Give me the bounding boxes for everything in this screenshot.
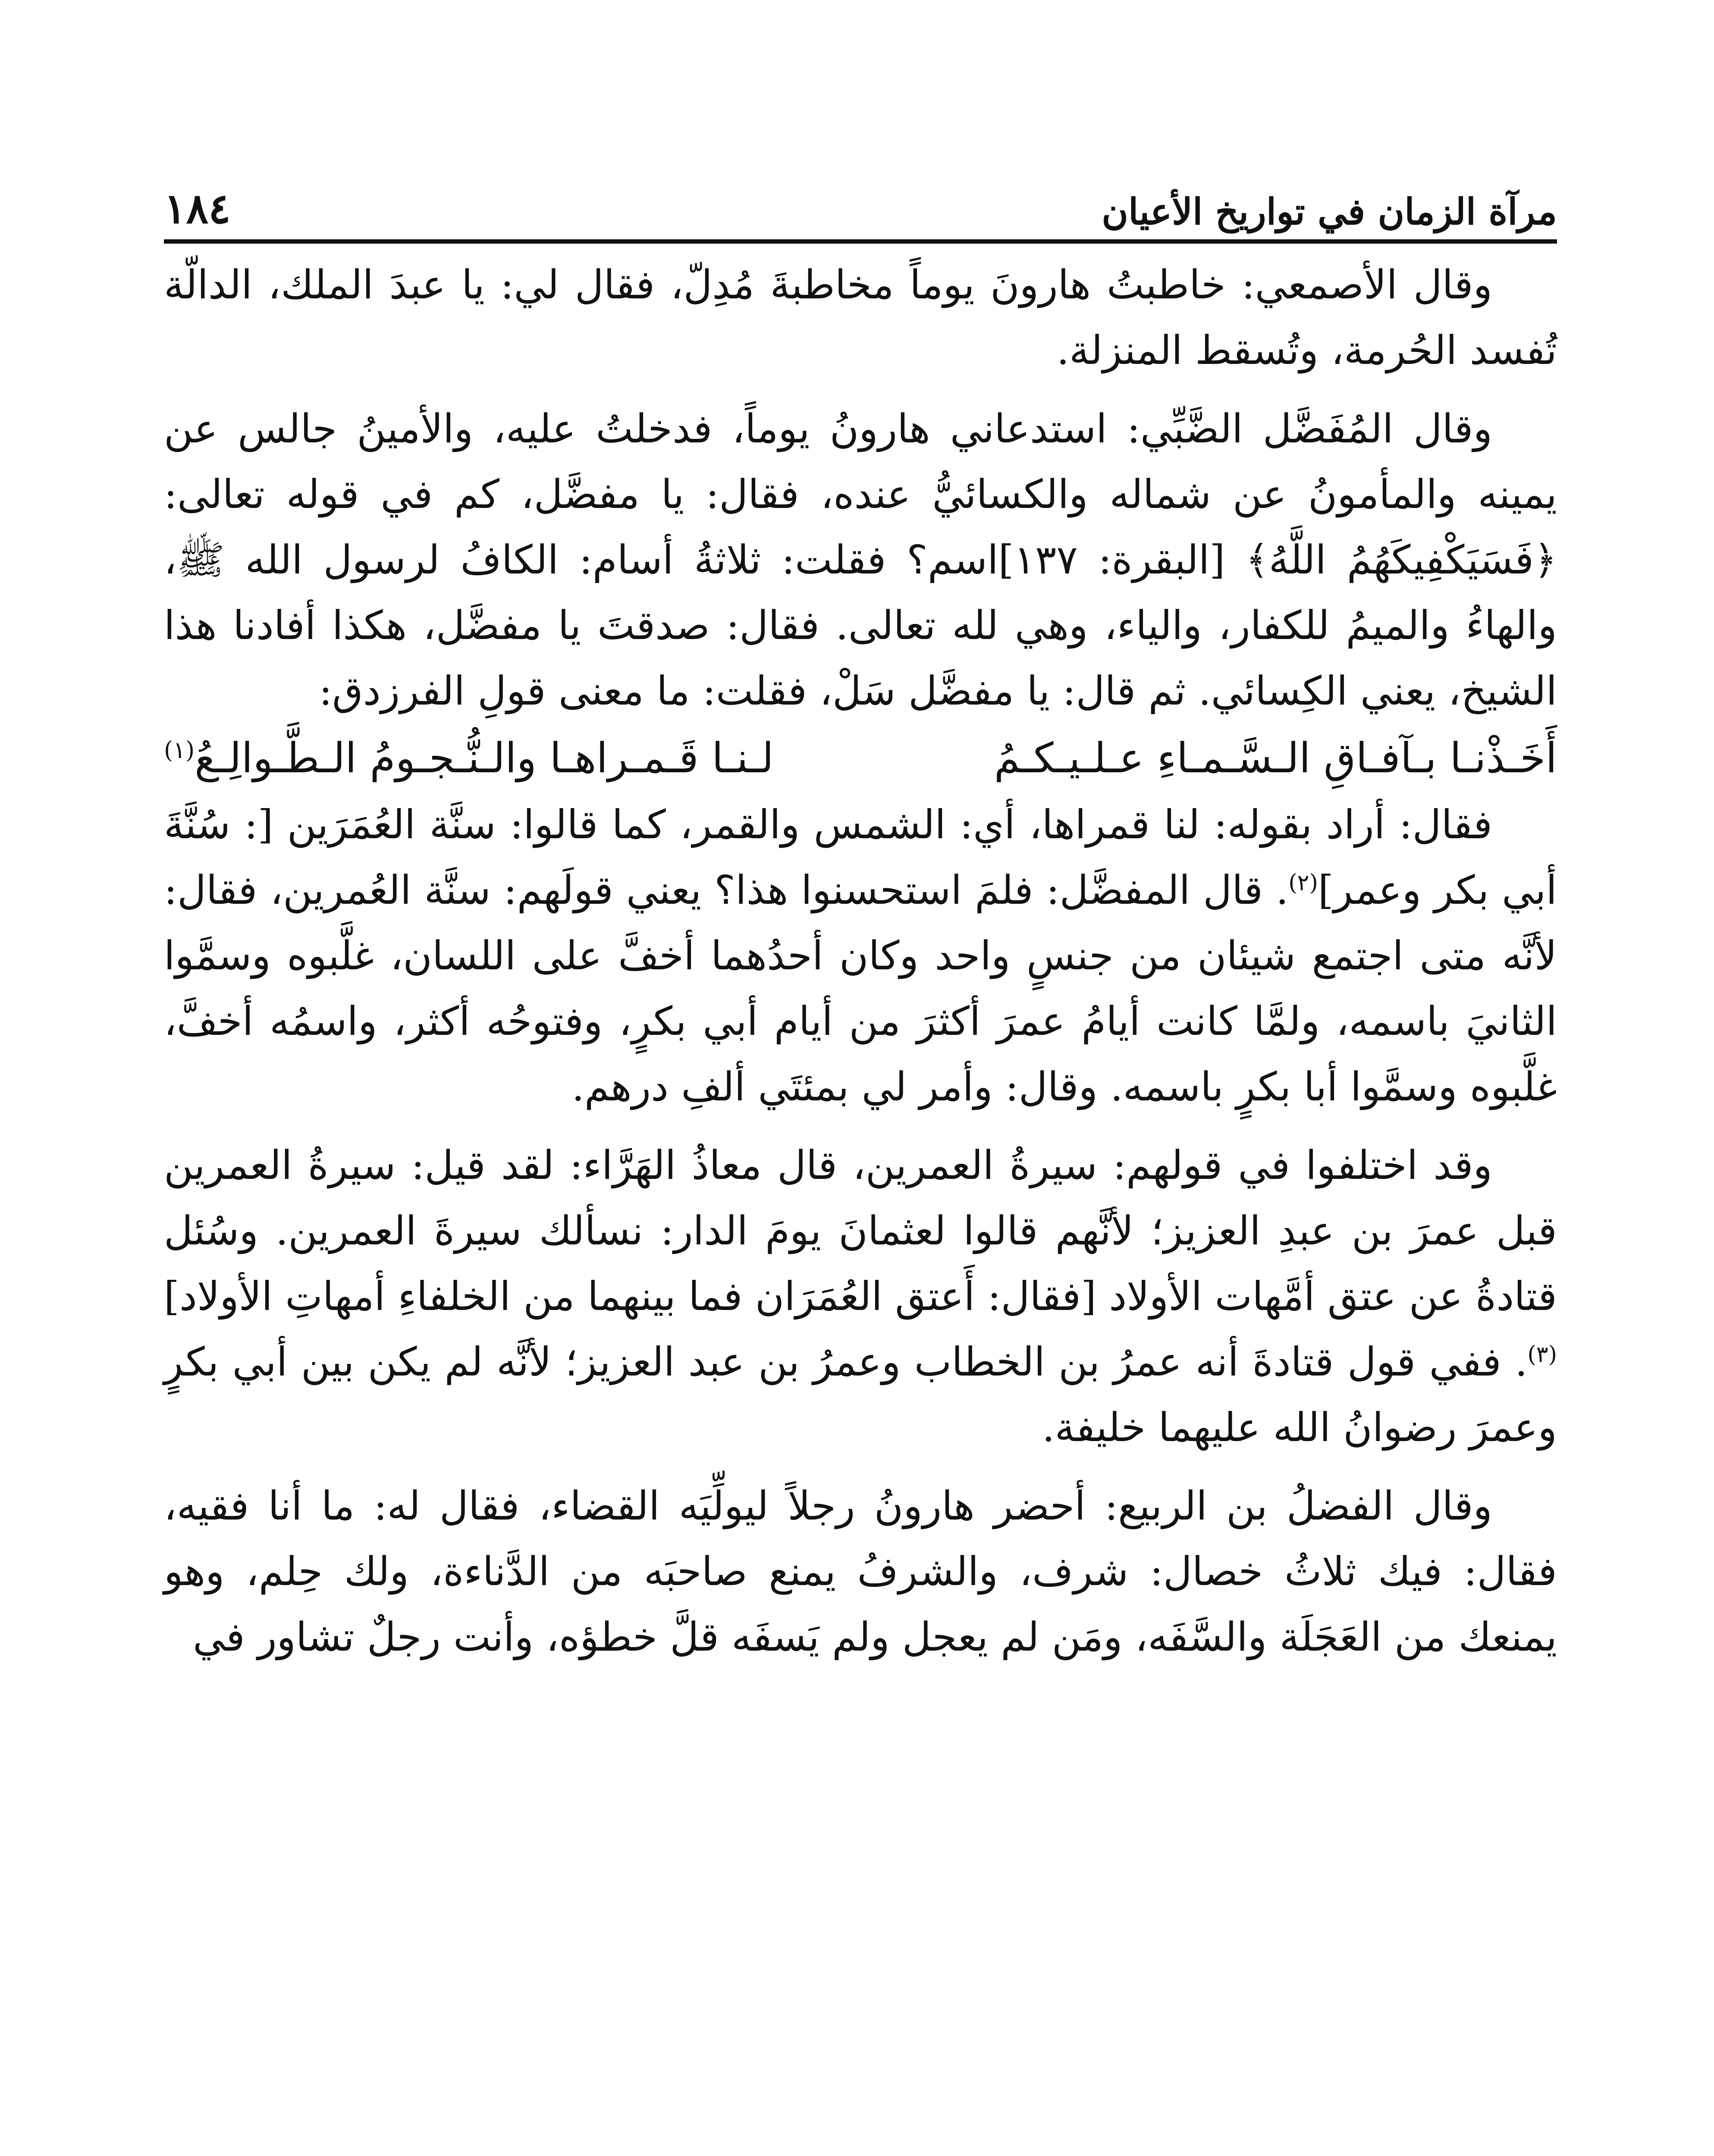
paragraph-mufaddal: وقال المُفَضَّل الضَّبِّي: استدعاني هارونُ يوماً، فدخلتُ عليه، والأمينُ جالس عن يمينه والمأمونُ عن شماله والكسائيُّ عنده، فقال: يا مفضَّل، كم في قوله تعالى: ﴿فَسَيَكْفِيكَهُمُ اللَّهُ﴾ [البقرة: ١٣٧]اسم؟ فقلت: ثلاثةُ أسام: الكافُ لرسول الله ﷺ، والهاءُ والميمُ للكفار، والياء، وهي لله تعالى. فقال: صدقتَ يا مفضَّل، هكذا أفادنا هذا الشيخ، يعني الكِسائي. ثم قال: يا مفضَّل سَلْ، فقلت: ما معنى قولِ الفرزدق:	[164, 406, 1557, 714]
header-rule	[164, 239, 1557, 244]
running-title: مرآة الزمان في تواريخ الأعيان	[1102, 190, 1557, 233]
paragraph-asmai: وقال الأصمعي: خاطبتُ هارونَ يوماً مخاطبةَ مُدِلّ، فقال لي: يا عبدَ الملك، الدالّة تُفسد الحُرمة، وتُسقط المنزلة.	[164, 262, 1557, 373]
qamaraha-part1: فقال: أراد بقوله: لنا قمراها، أي: الشمس والقمر، كما قالوا: سنَّة العُمَرَين [: سُنَّةَ أبي بكر وعمر]	[164, 802, 1557, 913]
umarayn-part1: وقد اختلفوا في قولهم: سيرةُ العمرين، قال معاذُ الهَرَّاء: لقد قيل: سيرةُ العمرين قبل عمرَ بن عبدِ العزيز؛ لأنَّهم قالوا لعثمانَ يومَ الدار: نسألك سيرةَ العمرين. وسُئل قتادةُ عن عتق أمَّهات الأولاد [فقال: أَعتق العُمَرَان فما بينهما من الخلفاءِ أمهاتِ الأولاد]	[164, 1142, 1557, 1319]
page-header	[164, 155, 1557, 233]
qamaraha-part2: . قال المفضَّل: فلمَ استحسنوا هذا؟ يعني قولَهم: سنَّة العُمرين، فقال: لأنَّه متى اجتمع شيئان من جنسٍ واحد وكان أحدُهما أخفَّ على اللسان، غلَّبوه وسمَّوا الثانيَ باسمه، ولمَّا كانت أيامُ عمرَ أكثرَ من أيام أبي بكرٍ، وفتوحُه أكثر، واسمُه أخفَّ، غلَّبوه وسمَّوا أبا بكرٍ باسمه. وقال: وأمر لي بمئتَي ألفِ درهم.	[164, 867, 1557, 1110]
poetry-verse	[164, 724, 1557, 792]
footnote-ref-3: (٣)	[1527, 1341, 1557, 1368]
paragraph-fadl: وقال الفضلُ بن الربيع: أحضر هارونُ رجلاً ليولِّيَه القضاء، فقال له: ما أنا فقيه، فقال: فيك ثلاثُ خصال: شرف، والشرفُ يمنع صاحبَه من الدَّناءة، ولك حِلم، وهو يمنعك من العَجَلَة والسَّفَه، ومَن لم يعجل ولم يَسفَه قلَّ خطؤه، وأنت رجلٌ تشاور في	[164, 1483, 1557, 1660]
paragraph-umarayn	[164, 1133, 1557, 1460]
footnote-ref-1: (١)	[164, 736, 195, 764]
paragraph-qamaraha	[164, 792, 1557, 1120]
verse-second-hemistich: لـنـا قَـمـراهـا والـنُّـجـومُ الـطَّـوالِـعُ	[195, 734, 774, 782]
verse-first-hemistich: أَخَـذْنـا بـآفـاقِ الـسَّـمـاءِ عـلـيـكـمُ	[994, 734, 1557, 782]
verse-second-hemistich-wrap	[164, 724, 774, 792]
footnote-ref-2: (٢)	[1288, 870, 1318, 896]
page-number: ١٨٤	[164, 184, 231, 233]
main-text	[164, 252, 1557, 1683]
umarayn-part2: . ففي قول قتادةَ أنه عمرُ بن الخطاب وعمرُ بن عبد العزيز؛ لأنَّه لم يكن بين أبي بكرٍ وعمرَ رضوانُ الله عليهما خليفة.	[164, 1339, 1557, 1451]
